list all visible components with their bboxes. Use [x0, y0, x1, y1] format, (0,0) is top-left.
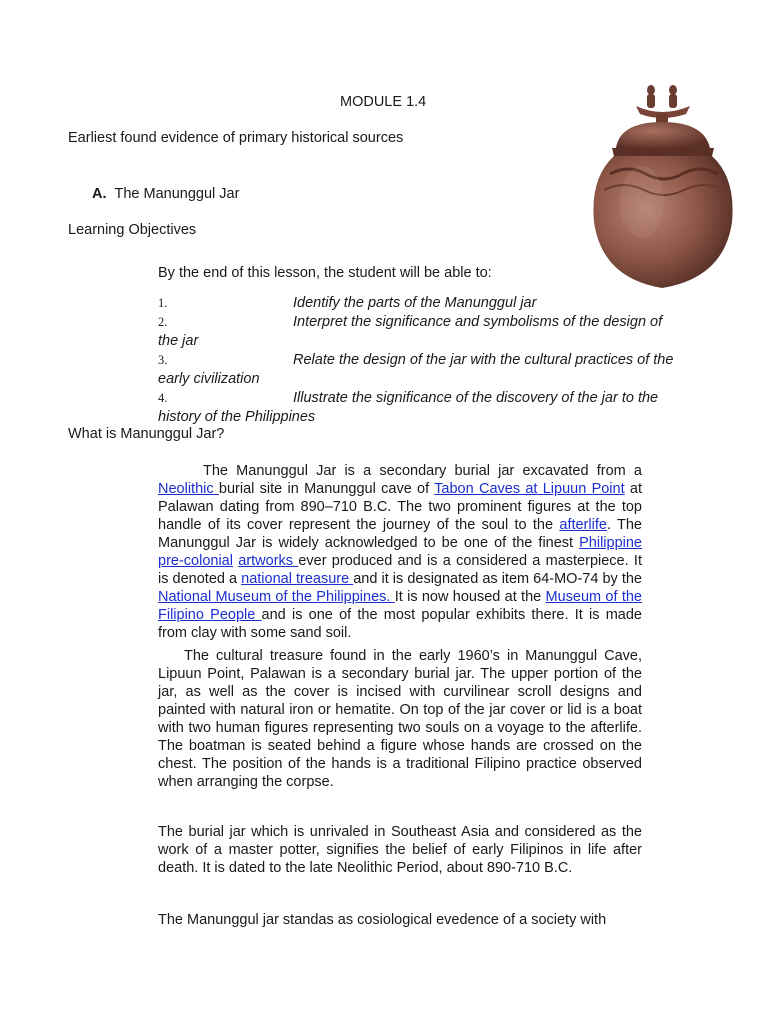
link-museum-filipino-people[interactable]: Museum of the Filipino People	[158, 589, 642, 623]
page-subtitle: Earliest found evidence of primary historical sources	[68, 130, 404, 146]
objective-text: Relate the design of the jar with the cultural practices of the	[293, 352, 674, 368]
text-run: and is one of the most popular exhibits there. It is made from clay with some sand soil.	[158, 607, 642, 641]
section-heading	[92, 186, 239, 202]
objective-text: Identify the parts of the Manunggul jar	[293, 295, 537, 311]
objectives-intro: By the end of this lesson, the student will be able to:	[158, 265, 492, 281]
paragraph-3: The burial jar which is unrivaled in Southeast Asia and considered as the work of a master potter, signifies the belief of early Filipinos in life after death. It is dated to the late Neolithic Period, about 890-710 B.C.	[158, 824, 642, 876]
link-national-museum[interactable]: National Museum of the Philippines.	[158, 589, 395, 605]
question-heading: What is Manunggul Jar?	[68, 426, 225, 442]
objective-number: 1.	[158, 296, 168, 310]
paragraph-1	[158, 462, 642, 642]
objective-text: Illustrate the significance of the discovery of the jar to the	[293, 390, 659, 406]
objective-number: 2.	[158, 315, 168, 329]
manunggul-jar-image	[588, 82, 738, 294]
link-neolithic[interactable]: Neolithic	[158, 481, 219, 497]
text-run: . The Manunggul Jar is widely acknowledged to be one of the finest	[158, 517, 642, 551]
text-run: at Palawan dating from 890–710 B.C. The two prominent figures at the top handle of its cover represent the journey of the soul to the	[158, 481, 643, 533]
link-philippine-pre-colonial[interactable]: Philippine pre-colonial	[158, 535, 642, 569]
paragraph-2: The cultural treasure found in the early 1960’s in Manunggul Cave, Lipuun Point, Palawan is a secondary burial jar. The upper portion of the jar, as well as the cover is incised with curvilinear scroll designs and painted with natural iron or hematite. On top of the jar cover or lid is a boat with two human figures representing two souls on a voyage to the afterlife. The boatman is seated behind a figure whose hands are crossed on the chest. The position of the hands is a traditional Filipino practice observed when arranging the corpse.	[158, 648, 642, 790]
section-letter: A.	[92, 186, 107, 202]
objective-text-continued: early civilization	[158, 371, 260, 387]
objective-number: 3.	[158, 353, 168, 367]
module-title: MODULE 1.4	[340, 94, 427, 110]
link-tabon-caves[interactable]: Tabon Caves at Lipuun Point	[434, 481, 625, 497]
link-artworks[interactable]: artworks	[238, 553, 299, 569]
objective-item	[158, 313, 698, 351]
section-title: The Manunggul Jar	[114, 186, 240, 202]
objective-text-continued: the jar	[158, 333, 199, 349]
objective-text-continued: history of the Philippines	[158, 409, 316, 425]
text-run: ever produced and is a considered a masterpiece. It is denoted a	[158, 553, 642, 587]
objective-item	[158, 294, 698, 313]
link-afterlife[interactable]: afterlife	[559, 517, 607, 533]
text-run: It is now housed at the	[394, 589, 546, 605]
paragraph-4: The Manunggul jar standas as cosiological evedence of a society with	[158, 912, 607, 928]
objective-item	[158, 351, 698, 389]
objective-text: Interpret the significance and symbolisms of the design of	[293, 314, 663, 330]
objectives-heading: Learning Objectives	[68, 222, 197, 238]
link-national-treasure[interactable]: national treasure	[241, 571, 354, 587]
text-run: and it is designated as item 64-MO-74 by the	[353, 571, 642, 587]
text-run: The Manunggul Jar is a secondary burial jar excavated from a	[203, 463, 642, 479]
objective-item	[158, 389, 698, 427]
text-run: burial site in Manunggul cave of	[218, 481, 435, 497]
objective-number: 4.	[158, 391, 168, 405]
